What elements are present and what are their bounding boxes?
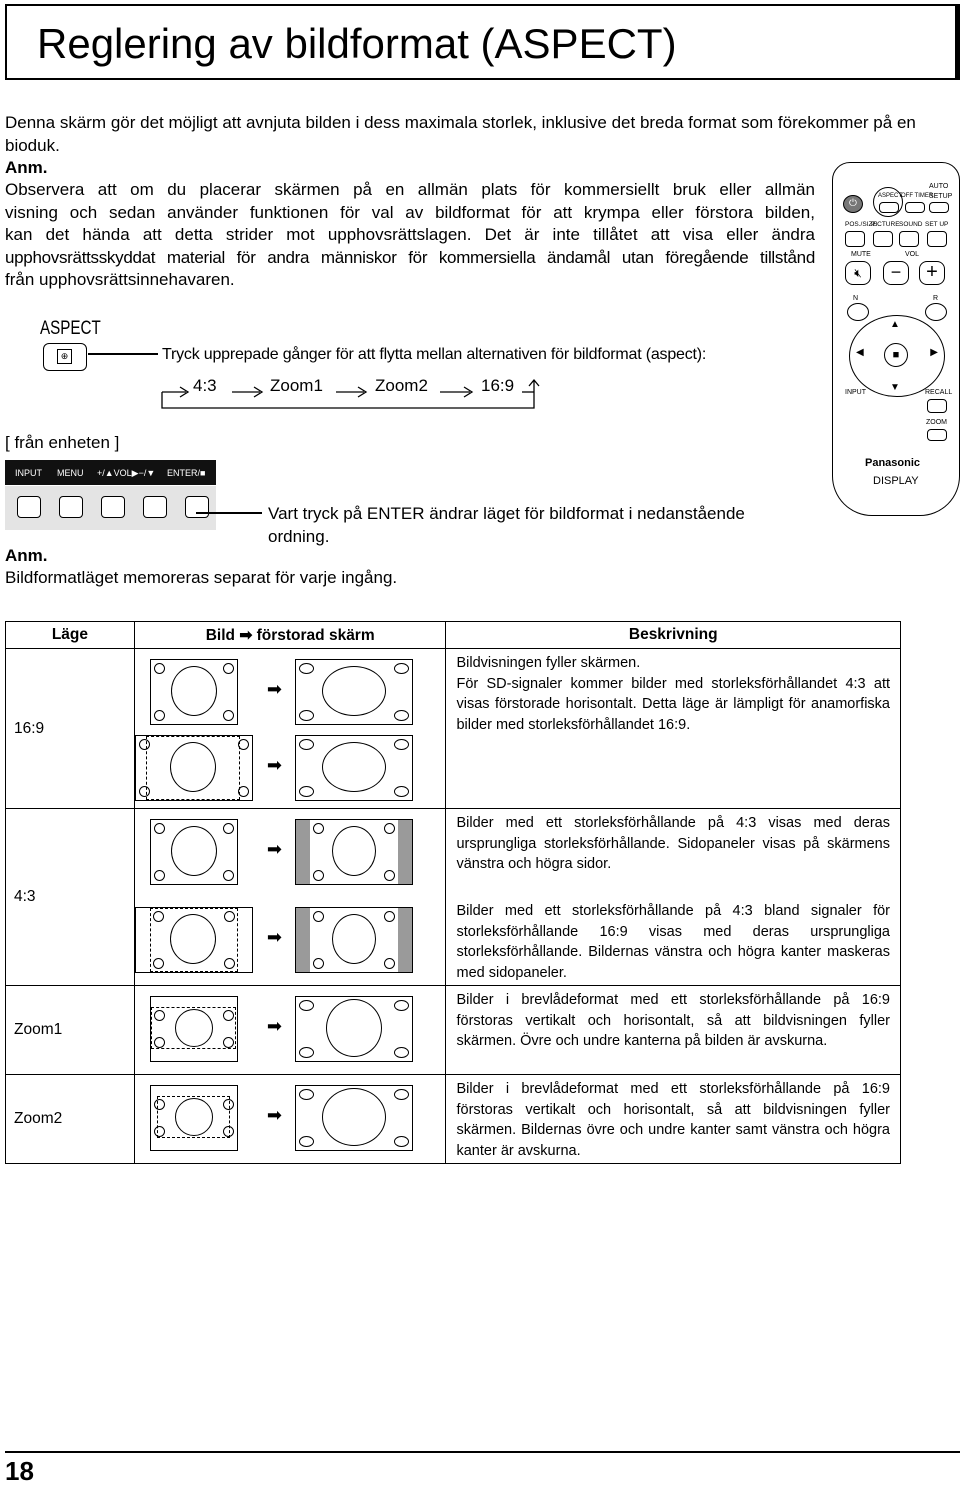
note1-body	[5, 179, 815, 292]
enter-instruction: Vart tryck på ENTER ändrar läget för bildformat i nedanstående ordning.	[268, 504, 745, 546]
remote-power-button[interactable]	[843, 195, 863, 213]
remote-sound-button[interactable]	[899, 231, 919, 247]
unit-keys	[5, 486, 216, 530]
screen-source	[135, 907, 253, 973]
cycle-item: 16:9	[481, 376, 515, 395]
mute-icon: 🔇︎	[854, 266, 862, 280]
screen-source	[150, 819, 238, 885]
table-header-row	[6, 622, 901, 649]
desc-text: Bilder i brevlådeformat med ett storleksförhållande på 16:9 förstoras vertikalt och horisontalt, så att bildvisningen fyller skärmen. Övre och undre kanterna på bilden är avskurna.	[456, 992, 890, 1049]
aspect-table	[5, 621, 901, 1164]
arrow-icon: ➡	[266, 679, 282, 699]
table-row	[6, 649, 901, 809]
note1-label: Anm.	[5, 158, 48, 177]
note2-text: Bildformatläget memoreras separat för varje ingång.	[5, 568, 398, 587]
page-number: 18	[5, 1456, 34, 1486]
image-cell	[134, 1075, 446, 1164]
header-image	[134, 622, 446, 649]
screen-result	[295, 996, 413, 1062]
cycle-item: Zoom1	[270, 376, 323, 395]
unit-label: [ från enheten ]	[5, 433, 120, 452]
table-row	[6, 986, 901, 1075]
remote-recall-label: RECALL	[925, 389, 953, 396]
side-panel	[296, 820, 310, 884]
remote-set-up-label: SET UP	[925, 221, 949, 228]
remote-sound-label: SOUND	[899, 221, 923, 228]
screen-source	[150, 996, 238, 1062]
remote-recall-button[interactable]	[927, 399, 947, 413]
aspect-button[interactable]	[43, 343, 87, 371]
arrow-icon: ➡	[266, 1016, 282, 1036]
aspect-instruction: Tryck upprepade gånger för att flytta mellan alternativen för bildformat (aspect):	[162, 346, 707, 363]
mode-cell: 4:3	[6, 809, 135, 986]
note1-line: upphovsrättsskyddat material för andra människor för kommersiella ändamål utan föregående tillstånd	[5, 247, 815, 267]
remote-vol-label: VOL	[905, 251, 920, 258]
minus-icon: −	[890, 262, 902, 282]
remote-picture-label: PICTURE	[871, 221, 900, 228]
screen-result	[295, 1085, 413, 1151]
unit-menu-key[interactable]	[59, 496, 83, 518]
mode-cell: Zoom2	[6, 1075, 135, 1164]
remote-vol-down-button[interactable]	[883, 261, 909, 285]
desc-cell	[446, 809, 901, 986]
remote-r-button[interactable]	[925, 303, 947, 321]
arrow-icon: ➡	[266, 755, 282, 775]
remote-zoom-button[interactable]	[927, 429, 947, 441]
dpad-left-icon[interactable]: ◀	[856, 347, 864, 358]
remote-auto-label: AUTO	[929, 183, 949, 190]
cycle-item: Zoom2	[375, 376, 428, 395]
remote-vol-up-button[interactable]	[919, 261, 945, 285]
header-desc: Beskrivning	[446, 622, 901, 649]
screen-result	[295, 819, 413, 885]
arrow-icon: ➡	[239, 626, 257, 644]
remote-aspect-label: ASPECT	[878, 193, 903, 199]
header-mode: Läge	[6, 622, 135, 649]
unit-vol-up-key[interactable]	[101, 496, 125, 518]
remote-r-label: R	[933, 295, 939, 302]
arrow-icon: ➡	[266, 1105, 282, 1125]
remote-display-label: DISPLAY	[873, 475, 919, 487]
arrow-icon: ➡	[266, 927, 282, 947]
header-image-a: Bild	[205, 626, 235, 644]
dpad-up-icon[interactable]: ▲	[890, 319, 900, 330]
screen-result	[295, 659, 413, 725]
note1-line: visning och sedan använder funktionen för val av bildformat för att krympa eller förstora bilden,	[5, 202, 815, 222]
footer-rule	[5, 1451, 960, 1453]
screen-source	[150, 659, 238, 725]
key-label-input: INPUT	[15, 468, 42, 478]
key-label-menu: MENU	[57, 468, 84, 478]
remote-setup-button[interactable]	[929, 202, 949, 213]
note1-line: Observera att om du placerar skärmen på en allmän plats för kommersiellt bruk eller allmän	[5, 180, 815, 199]
desc-text: För SD-signaler kommer bilder med storleksförhållandet 4:3 att visas förstorade horisontalt. Detta läge är lämpligt för anamorfiska bilder med storleksförhållandet 16:9.	[456, 675, 890, 733]
key-label-vol: +/▲VOL▶−/▼	[97, 468, 156, 478]
remote-dpad[interactable]	[849, 315, 945, 397]
desc-cell	[446, 986, 901, 1075]
screen-source	[150, 1085, 238, 1151]
header-image-b: förstorad skärm	[256, 626, 375, 644]
desc-text: Bilder i brevlådeformat med ett storleksförhållande på 16:9 förstoras vertikalt och horisontalt, så att bildvisningen fyller skärmen. Bildernas övre och undre kanter samt vänstra och högra kanter är avskurna.	[456, 1081, 890, 1159]
title-shadow	[955, 4, 960, 80]
mode-cell: Zoom1	[6, 986, 135, 1075]
unit-input-key[interactable]	[17, 496, 41, 518]
note2-label: Anm.	[5, 546, 48, 565]
desc-text: Bildvisningen fyller skärmen.	[456, 655, 641, 671]
title-box	[5, 4, 955, 80]
unit-keybar	[5, 460, 216, 485]
arrow-icon: ➡	[266, 839, 282, 859]
remote-input-label: INPUT	[845, 389, 866, 396]
side-panel	[296, 908, 310, 972]
desc-cell	[446, 649, 901, 809]
image-cell	[134, 649, 446, 809]
power-icon: ⏻	[849, 198, 857, 209]
remote-brand-logo: Panasonic	[865, 457, 921, 469]
dpad-right-icon[interactable]: ▶	[930, 347, 938, 358]
note1-line: kan det hända att detta strider mot upphovsrättslagen. Det är inte tillåtet att visa eller ändra	[5, 225, 815, 244]
table-row	[6, 809, 901, 986]
remote-picture-button[interactable]	[873, 231, 893, 247]
cycle-item: 4:3	[193, 376, 217, 395]
remote-set-up-button[interactable]	[927, 231, 947, 247]
remote-off-timer-button[interactable]	[905, 202, 925, 213]
screen-result	[295, 735, 413, 801]
connector-line	[88, 353, 158, 355]
remote-n-button[interactable]	[847, 303, 869, 321]
remote-pos-size-label: POS./SIZE	[845, 221, 877, 228]
enter-connector-line	[196, 512, 262, 514]
remote-zoom-label: ZOOM	[926, 419, 947, 426]
remote-n-label: N	[853, 295, 859, 302]
side-panel	[398, 820, 412, 884]
table-row	[6, 1075, 901, 1164]
dpad-enter-icon[interactable]: ■	[884, 343, 908, 367]
unit-enter-key[interactable]	[185, 496, 209, 518]
remote-aspect-button[interactable]	[879, 202, 899, 213]
cycle-loop-line	[162, 380, 534, 408]
desc-text: Bilder med ett storleksförhållande på 4:3 bland signaler för storleksförhållande 16:9 visas med deras ursprungliga storleksförhållande. Bildernas vänstra och högra kanter maskeras med sidopaneler.	[456, 903, 890, 981]
note1-line: från upphovsrättsinnehavaren.	[5, 270, 235, 289]
plus-icon: +	[926, 261, 938, 283]
remote-setup-label: SETUP	[929, 193, 953, 200]
remote-control	[832, 162, 960, 516]
aspect-label: ASPECT	[40, 318, 101, 339]
side-panel	[398, 908, 412, 972]
remote-mute-button[interactable]	[845, 261, 871, 285]
screen-result	[295, 907, 413, 973]
image-cell	[134, 986, 446, 1075]
screen-source	[135, 735, 253, 801]
remote-pos-size-button[interactable]	[845, 231, 865, 247]
remote-mute-label: MUTE	[851, 251, 871, 258]
mode-cell: 16:9	[6, 649, 135, 809]
remote-off-timer-label: OFF TIMER	[901, 193, 934, 199]
desc-text: Bilder med ett storleksförhållande på 4:3 visas med deras ursprungliga storleksförhållande. Sidopaneler visas på skärmens vänstra och högra sidor.	[456, 815, 890, 872]
key-label-enter: ENTER/■	[167, 468, 206, 478]
dpad-down-icon[interactable]: ▼	[890, 382, 900, 393]
image-cell	[134, 809, 446, 986]
desc-cell	[446, 1075, 901, 1164]
page-title: Reglering av bildformat (ASPECT)	[37, 20, 677, 67]
intro-text: Denna skärm gör det möjligt att avnjuta bilden i dess maximala storlek, inklusive det breda format som förekommer på en bioduk.	[5, 113, 916, 155]
unit-vol-down-key[interactable]	[143, 496, 167, 518]
aspect-icon: ⊕	[57, 349, 72, 364]
